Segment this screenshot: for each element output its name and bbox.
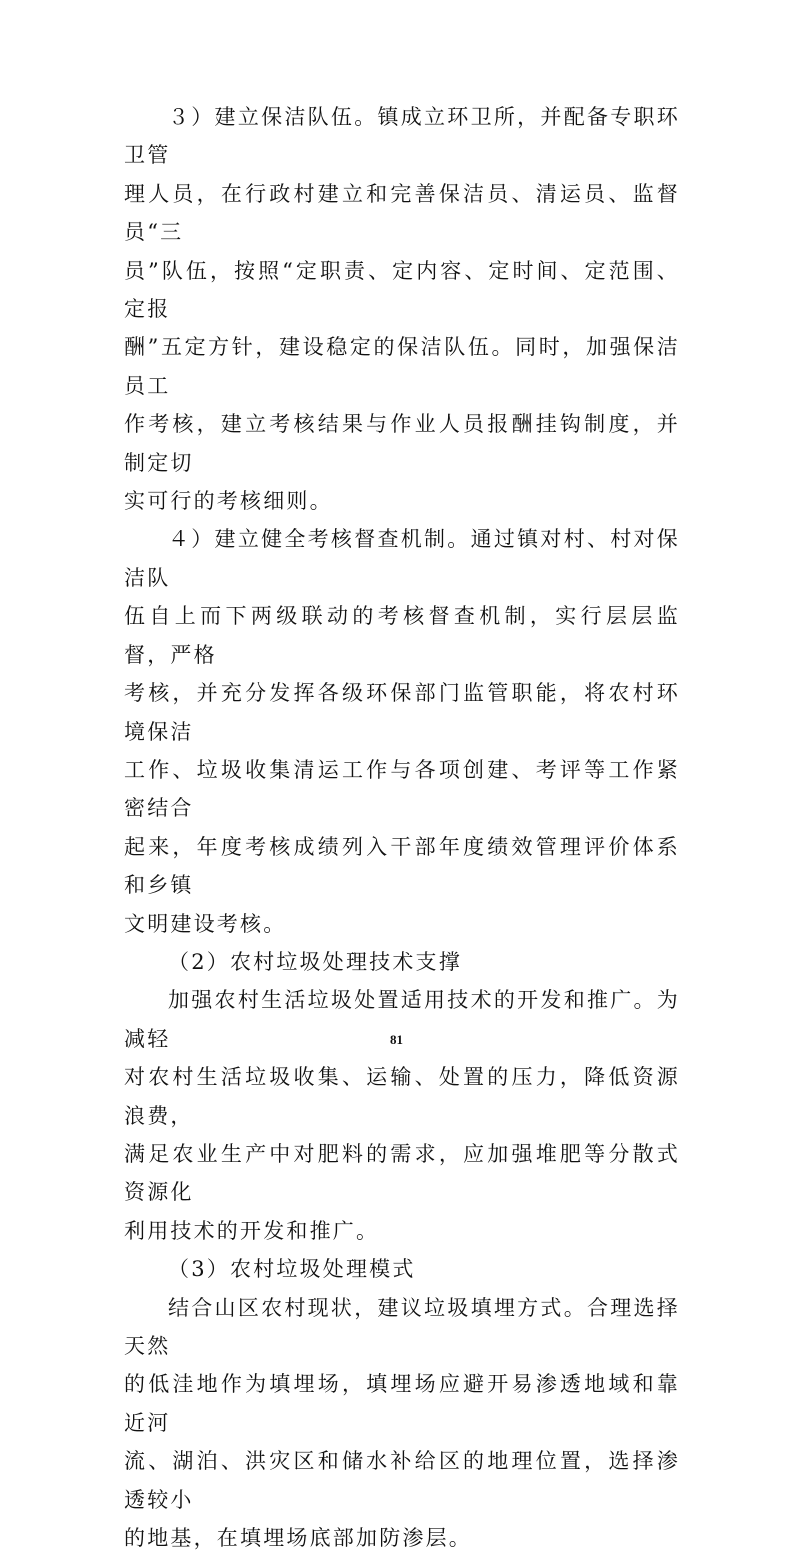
text-line: 作考核，建立考核结果与作业人员报酬挂钩制度，并制定切 [124, 412, 680, 475]
para-landfill [124, 1289, 680, 1557]
text-line: 伍自上而下两级联动的考核督查机制，实行层层监督，严格 [124, 604, 680, 667]
text-line: 起来，年度考核成绩列入干部年度绩效管理评价体系和乡镇 [124, 834, 680, 898]
text-line: 实可行的考核细则。 [124, 489, 333, 514]
text-line: 结合山区农村现状，建议垃圾填埋方式。合理选择天然 [124, 1295, 680, 1358]
text-line: 酬”五定方针，建设稳定的保洁队伍。同时，加强保洁员工 [124, 335, 680, 398]
text-line: 满足农业生产中对肥料的需求，应加强堆肥等分散式资源化 [124, 1141, 680, 1205]
text-line: 文明建设考核。 [124, 911, 287, 936]
para-tech-development [124, 981, 680, 1250]
text-line: 考核，并充分发挥各级环保部门监管职能，将农村环境保洁 [124, 681, 680, 744]
text-line: 理人员，在行政村建立和完善保洁员、清运员、监督员“三 [124, 181, 680, 245]
text-line: 利用技术的开发和推广。 [124, 1218, 380, 1243]
text-line: 的低洼地作为填埋场，填埋场应避开易渗透地域和靠近河 [124, 1372, 680, 1435]
text-line: ３）建立保洁队伍。镇成立环卫所，并配备专职环卫管 [124, 105, 680, 168]
para-cleaning-team [124, 98, 680, 520]
para-assessment-mechanism [124, 520, 680, 942]
heading-tech-support: （2）农村垃圾处理技术支撑 [168, 949, 462, 974]
body-text [124, 98, 680, 1557]
text-line: 员”队伍，按照“定职责、定内容、定时间、定范围、定报 [124, 258, 680, 322]
text-line: 加强农村生活垃圾处置适用技术的开发和推广。为减轻 [124, 988, 680, 1051]
text-line: 工作、垃圾收集清运工作与各项创建、考评等工作紧密结合 [124, 757, 680, 821]
text-line: ４）建立健全考核督查机制。通过镇对村、村对保洁队 [124, 527, 680, 590]
text-line: 流、湖泊、洪灾区和储水补给区的地理位置，选择渗透较小 [124, 1449, 680, 1512]
text-line: 的地基，在填埋场底部加防渗层。 [124, 1526, 472, 1551]
heading-processing-mode: （3）农村垃圾处理模式 [168, 1257, 416, 1282]
page-number: 81 [390, 1032, 403, 1047]
text-line: 对农村生活垃圾收集、运输、处置的压力，降低资源浪费， [124, 1065, 680, 1128]
